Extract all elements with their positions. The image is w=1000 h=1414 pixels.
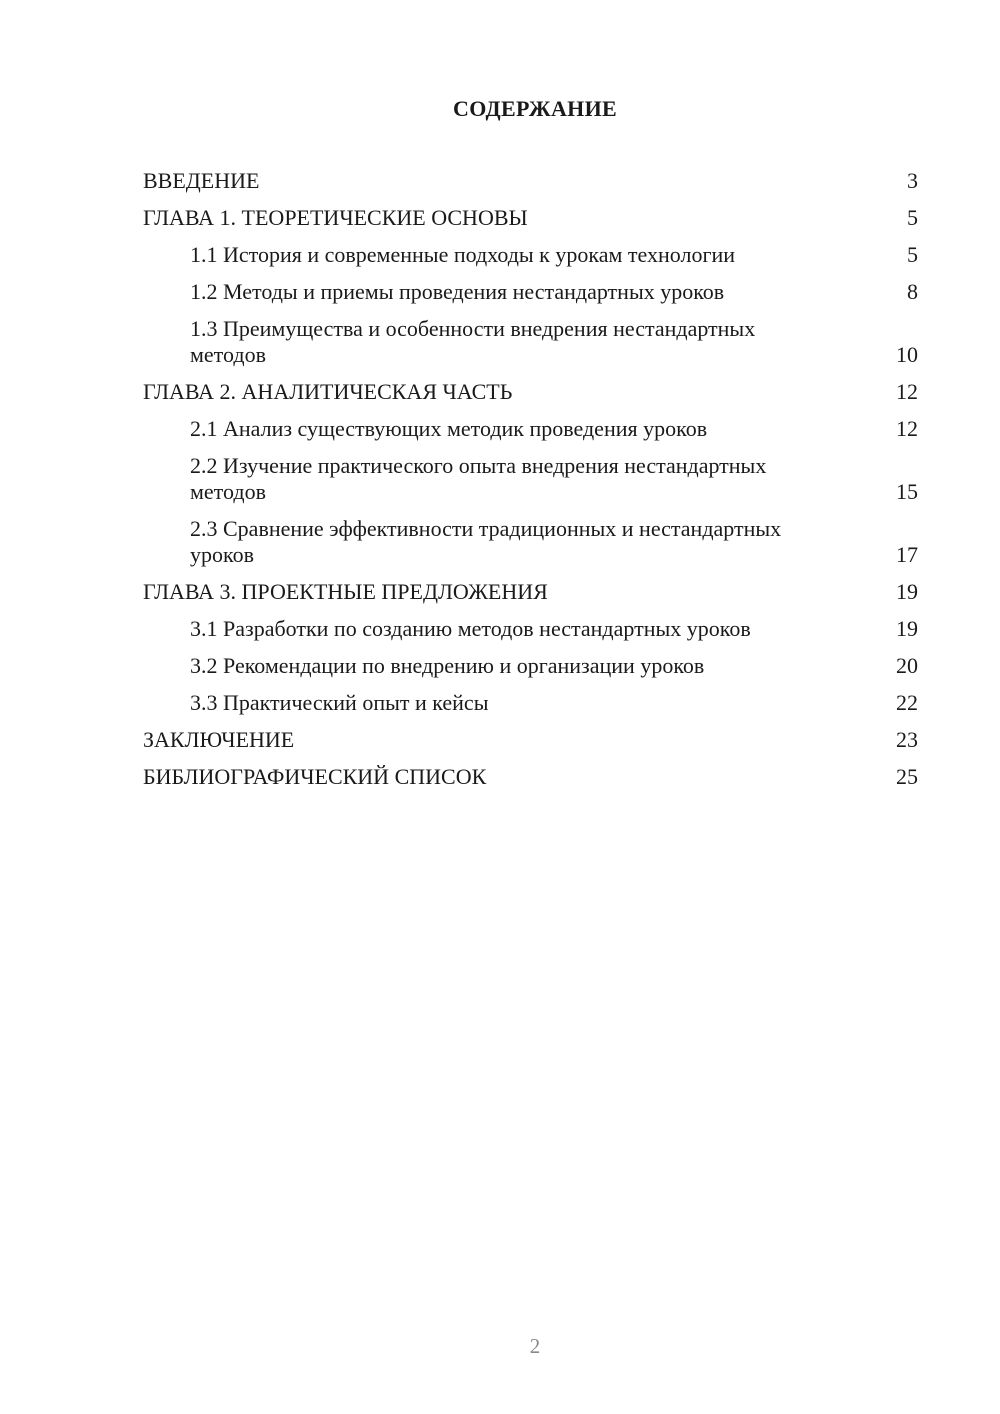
toc-entry-text: ЗАКЛЮЧЕНИЕ — [143, 727, 295, 752]
toc-entry-page: 17 — [896, 542, 918, 567]
toc-entry-text: 2.2 Изучение практического опыта внедрения нестандартных методов — [190, 453, 767, 504]
toc-entry-section-3-1[interactable] — [143, 616, 918, 642]
toc-entry-page: 19 — [896, 579, 918, 604]
toc-entry-text: 2.1 Анализ существующих методик проведения уроков — [190, 416, 708, 441]
toc-entry-section-2-2[interactable] — [143, 453, 918, 505]
toc-entry-page: 25 — [896, 764, 918, 789]
toc-entry-text: БИБЛИОГРАФИЧЕСКИЙ СПИСОК — [143, 764, 487, 789]
toc-entry-section-1-1[interactable] — [143, 242, 918, 268]
toc-entry-page: 15 — [896, 479, 918, 504]
toc-entry-text: ГЛАВА 3. ПРОЕКТНЫЕ ПРЕДЛОЖЕНИЯ — [143, 579, 548, 604]
toc-entry-page: 5 — [907, 242, 918, 267]
toc-entry-page: 8 — [907, 279, 918, 304]
toc-entry-text: 2.3 Сравнение эффективности традиционных и нестандартных уроков — [190, 516, 782, 567]
toc-entry-page: 20 — [896, 653, 918, 678]
toc-entry-page: 5 — [907, 205, 918, 230]
toc-entry-introduction[interactable] — [143, 168, 918, 194]
toc-entry-page: 10 — [896, 342, 918, 367]
toc-entry-chapter-1[interactable] — [143, 205, 918, 231]
toc-entry-text: 1.2 Методы и приемы проведения нестандартных уроков — [190, 279, 725, 304]
toc-entry-text: 3.1 Разработки по созданию методов нестандартных уроков — [190, 616, 751, 641]
toc-entry-section-3-3[interactable] — [143, 690, 918, 716]
toc-entry-text: 3.2 Рекомендации по внедрению и организации уроков — [190, 653, 705, 678]
page-title: СОДЕРЖАНИЕ — [453, 96, 617, 121]
toc-entry-text: ВВЕДЕНИЕ — [143, 168, 260, 193]
toc-entry-section-3-2[interactable] — [143, 653, 918, 679]
toc-entry-bibliography[interactable] — [143, 764, 918, 790]
toc-entry-chapter-2[interactable] — [143, 379, 918, 405]
toc-entry-page: 23 — [896, 727, 918, 752]
toc-entry-text: 3.3 Практический опыт и кейсы — [190, 690, 489, 715]
toc-entry-chapter-3[interactable] — [143, 579, 918, 605]
toc-entry-section-1-2[interactable] — [143, 279, 918, 305]
toc-entry-text: 1.1 История и современные подходы к урокам технологии — [190, 242, 736, 267]
toc-entry-page: 19 — [896, 616, 918, 641]
page-number: 2 — [529, 1334, 541, 1358]
toc-entry-section-2-3[interactable] — [143, 516, 918, 568]
toc-entry-conclusion[interactable] — [143, 727, 918, 753]
toc-entry-page: 22 — [896, 690, 918, 715]
toc-entry-text: ГЛАВА 2. АНАЛИТИЧЕСКАЯ ЧАСТЬ — [143, 379, 513, 404]
toc-entry-page: 12 — [896, 379, 918, 404]
toc-entry-page: 12 — [896, 416, 918, 441]
toc-entry-text: 1.3 Преимущества и особенности внедрения нестандартных методов — [190, 316, 756, 367]
table-of-contents — [143, 168, 918, 801]
toc-entry-text: ГЛАВА 1. ТЕОРЕТИЧЕСКИЕ ОСНОВЫ — [143, 205, 528, 230]
toc-entry-page: 3 — [907, 168, 918, 193]
toc-entry-section-1-3[interactable] — [143, 316, 918, 368]
toc-entry-section-2-1[interactable] — [143, 416, 918, 442]
